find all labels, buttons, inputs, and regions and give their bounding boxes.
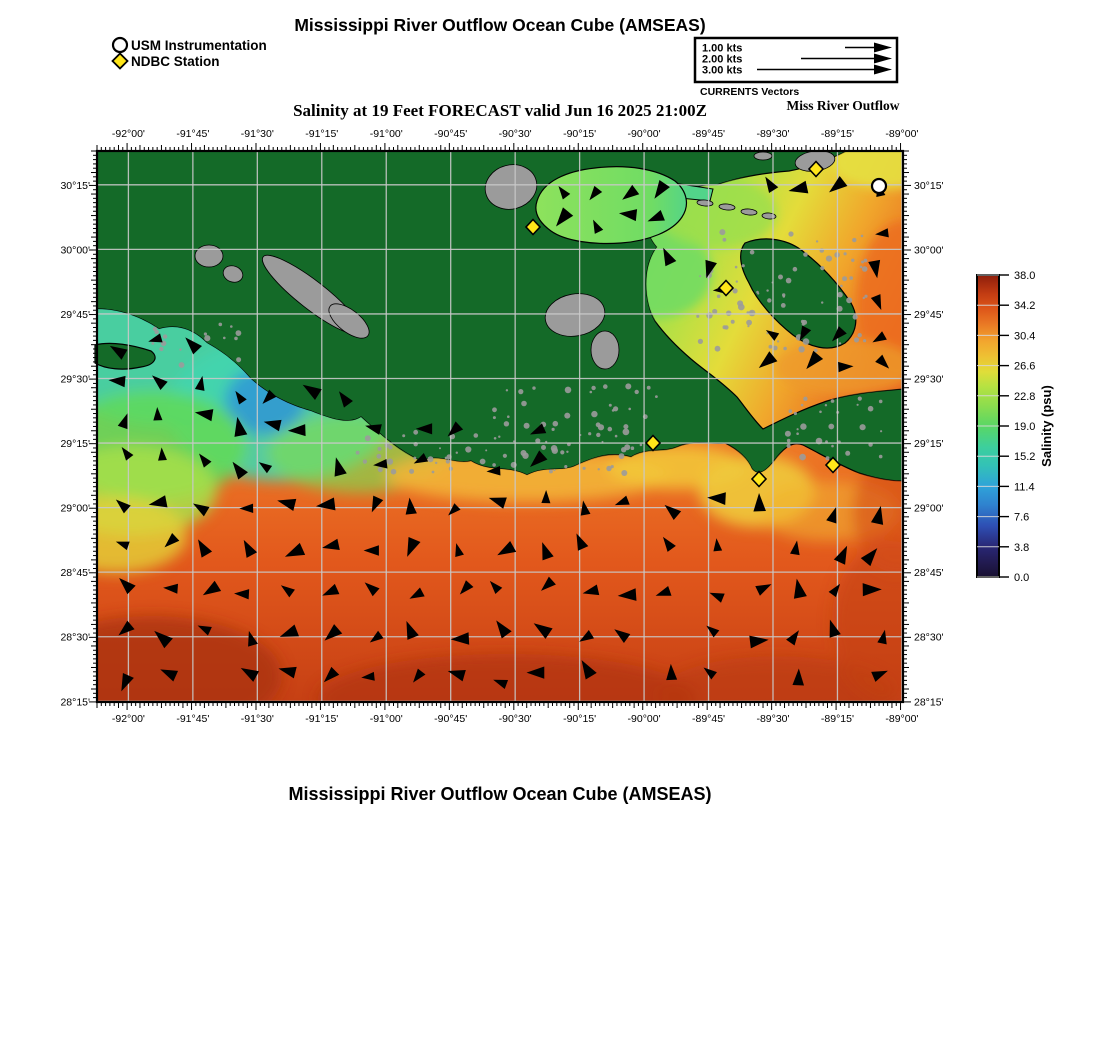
plot-subtitle: Salinity at 19 Feet FORECAST valid Jun 16 2025 21:00Z bbox=[293, 101, 707, 120]
svg-text:-91°00': -91°00' bbox=[369, 128, 403, 140]
svg-text:15.2: 15.2 bbox=[1014, 451, 1036, 464]
usm-marker-icon bbox=[113, 38, 127, 52]
svg-text:-89°30': -89°30' bbox=[756, 713, 790, 725]
svg-text:-89°00': -89°00' bbox=[885, 713, 919, 725]
svg-text:-91°45': -91°45' bbox=[176, 713, 210, 725]
svg-text:29°45': 29°45' bbox=[914, 308, 944, 321]
map-area bbox=[22, 137, 952, 744]
svg-text:-91°00': -91°00' bbox=[369, 713, 403, 725]
svg-text:-91°15': -91°15' bbox=[305, 128, 339, 140]
svg-text:28°45': 28°45' bbox=[914, 567, 944, 580]
current-scale-box bbox=[695, 38, 900, 113]
svg-text:-92°00': -92°00' bbox=[111, 128, 145, 140]
svg-text:-90°00': -90°00' bbox=[627, 713, 661, 725]
svg-text:28°45': 28°45' bbox=[60, 567, 90, 580]
svg-text:28°30': 28°30' bbox=[914, 631, 944, 644]
svg-text:0.0: 0.0 bbox=[1014, 572, 1030, 584]
svg-text:34.2: 34.2 bbox=[1014, 300, 1036, 313]
svg-text:-90°45': -90°45' bbox=[434, 713, 468, 725]
svg-text:-91°30': -91°30' bbox=[240, 713, 274, 725]
svg-text:-90°30': -90°30' bbox=[498, 128, 532, 140]
marker-legend bbox=[113, 38, 267, 69]
figure-title: Mississippi River Outflow Ocean Cube (AMSEAS) bbox=[294, 15, 706, 35]
svg-text:29°15': 29°15' bbox=[60, 438, 90, 451]
svg-text:29°00': 29°00' bbox=[60, 502, 90, 515]
usm-station-icon bbox=[872, 179, 886, 193]
svg-text:22.8: 22.8 bbox=[1014, 390, 1036, 403]
svg-text:-89°15': -89°15' bbox=[820, 713, 854, 725]
svg-text:29°30': 29°30' bbox=[60, 373, 90, 386]
svg-text:-91°45': -91°45' bbox=[176, 128, 210, 140]
svg-text:-92°00': -92°00' bbox=[111, 713, 145, 725]
svg-text:-90°00': -90°00' bbox=[627, 128, 661, 140]
svg-text:-89°15': -89°15' bbox=[820, 128, 854, 140]
svg-text:28°15': 28°15' bbox=[914, 696, 944, 709]
bottom-title: Mississippi River Outflow Ocean Cube (AMSEAS) bbox=[288, 784, 712, 804]
colorbar bbox=[977, 270, 1054, 584]
svg-text:-89°00': -89°00' bbox=[885, 128, 919, 140]
svg-text:29°45': 29°45' bbox=[60, 308, 90, 321]
svg-text:-90°45': -90°45' bbox=[434, 128, 468, 140]
svg-text:-91°30': -91°30' bbox=[240, 128, 274, 140]
svg-text:30°00': 30°00' bbox=[60, 244, 90, 257]
svg-text:30.4: 30.4 bbox=[1014, 330, 1036, 343]
ndbc-marker-icon bbox=[113, 54, 128, 69]
current-scale-label: 3.00 kts bbox=[702, 64, 743, 77]
svg-text:26.6: 26.6 bbox=[1014, 360, 1036, 373]
svg-text:38.0: 38.0 bbox=[1014, 270, 1036, 282]
svg-text:29°30': 29°30' bbox=[914, 373, 944, 386]
svg-text:19.0: 19.0 bbox=[1014, 421, 1036, 433]
svg-text:11.4: 11.4 bbox=[1014, 481, 1035, 494]
svg-text:30°15': 30°15' bbox=[60, 179, 90, 192]
colorbar-title: Salinity (psu) bbox=[1039, 385, 1054, 467]
current-scale-label: 2.00 kts bbox=[702, 53, 743, 66]
svg-text:-90°30': -90°30' bbox=[498, 713, 532, 725]
svg-text:-90°15': -90°15' bbox=[563, 713, 597, 725]
svg-text:28°30': 28°30' bbox=[60, 631, 90, 644]
svg-text:-90°15': -90°15' bbox=[563, 128, 597, 140]
svg-text:-91°15': -91°15' bbox=[305, 713, 339, 725]
svg-text:29°00': 29°00' bbox=[914, 502, 944, 515]
ndbc-label: NDBC Station bbox=[131, 54, 220, 69]
svg-text:30°00': 30°00' bbox=[914, 244, 944, 257]
svg-text:-89°30': -89°30' bbox=[756, 128, 790, 140]
svg-text:3.8: 3.8 bbox=[1014, 541, 1030, 554]
colorbar-labels bbox=[1014, 270, 1035, 584]
svg-text:7.6: 7.6 bbox=[1014, 511, 1030, 524]
svg-text:28°15': 28°15' bbox=[60, 696, 90, 709]
lake-pontchartrain bbox=[536, 167, 687, 244]
current-scale-label: 1.00 kts bbox=[702, 42, 743, 55]
svg-text:29°15': 29°15' bbox=[914, 438, 944, 451]
svg-text:30°15': 30°15' bbox=[914, 179, 944, 192]
svg-text:-89°45': -89°45' bbox=[692, 128, 726, 140]
svg-text:-89°45': -89°45' bbox=[692, 713, 726, 725]
currents-caption: CURRENTS Vectors bbox=[700, 86, 800, 98]
outflow-annotation: Miss River Outflow bbox=[786, 98, 900, 113]
usm-label: USM Instrumentation bbox=[131, 38, 267, 53]
